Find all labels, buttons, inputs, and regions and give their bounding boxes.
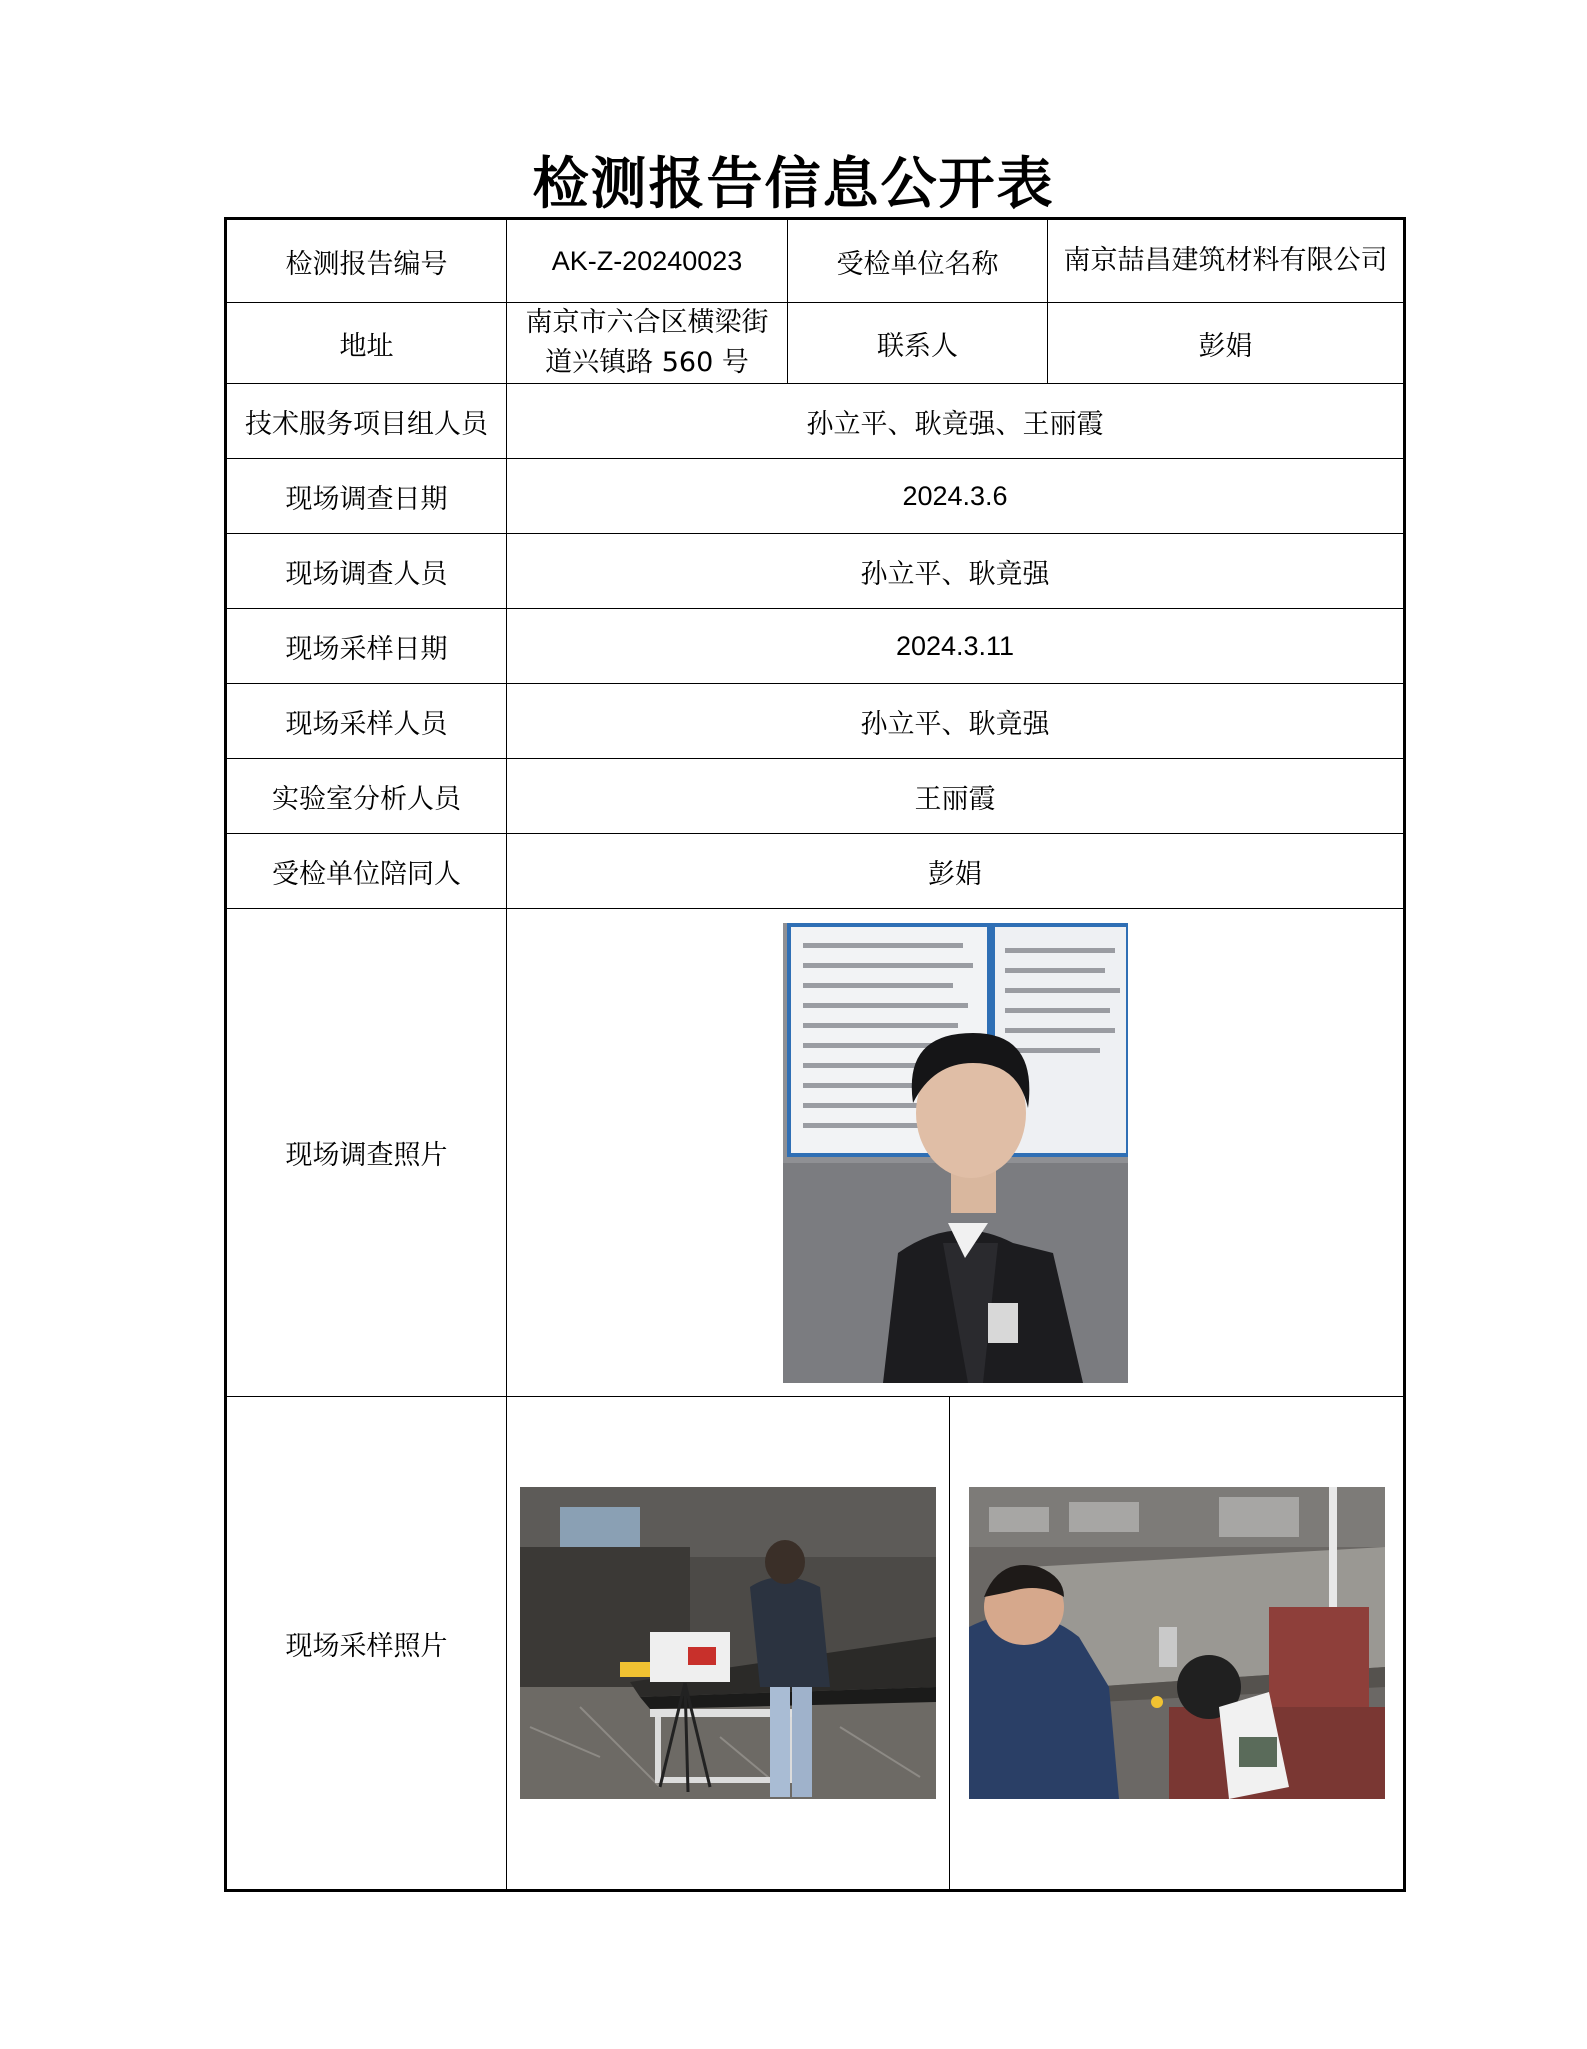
table-row — [226, 834, 1405, 909]
table-row — [226, 384, 1405, 459]
contact-label: 联系人 — [788, 303, 1048, 384]
report-no-label: 检测报告编号 — [226, 219, 507, 303]
survey-staff-label: 现场调查人员 — [226, 534, 507, 609]
contact-value: 彭娟 — [1048, 303, 1405, 384]
table-row — [226, 534, 1405, 609]
sample-date-value: 2024.3.11 — [507, 609, 1405, 684]
address-value: 南京市六合区横梁街道兴镇路 560 号 — [507, 303, 788, 384]
sampling-photo-1-image — [520, 1487, 936, 1799]
report-table — [224, 217, 1406, 1892]
unit-name-value: 南京喆昌建筑材料有限公司 — [1048, 219, 1405, 303]
table-row — [226, 909, 1405, 1397]
sampling-photo-2 — [969, 1487, 1385, 1799]
table-row — [226, 759, 1405, 834]
sampling-photo-2-image — [969, 1487, 1385, 1799]
lab-staff-label: 实验室分析人员 — [226, 759, 507, 834]
table-row — [226, 684, 1405, 759]
survey-photo — [783, 923, 1128, 1383]
table-row — [226, 1397, 1405, 1891]
escort-value: 彭娟 — [507, 834, 1405, 909]
unit-name-label: 受检单位名称 — [788, 219, 1048, 303]
table-row — [226, 609, 1405, 684]
lab-staff-value: 王丽霞 — [507, 759, 1405, 834]
sample-staff-label: 现场采样人员 — [226, 684, 507, 759]
survey-photo-image — [783, 923, 1128, 1383]
sample-photo-cell-2 — [950, 1397, 1405, 1891]
table-row — [226, 459, 1405, 534]
survey-date-value: 2024.3.6 — [507, 459, 1405, 534]
sample-photo-cell-1 — [507, 1397, 950, 1891]
survey-photo-cell — [507, 909, 1405, 1397]
table-row — [226, 219, 1405, 303]
sampling-photo-1 — [520, 1487, 936, 1799]
sample-staff-value: 孙立平、耿竟强 — [507, 684, 1405, 759]
page-title: 检测报告信息公开表 — [532, 151, 1055, 217]
survey-date-label: 现场调查日期 — [226, 459, 507, 534]
team-label: 技术服务项目组人员 — [226, 384, 507, 459]
sample-photo-label: 现场采样照片 — [226, 1397, 507, 1891]
address-label: 地址 — [226, 303, 507, 384]
survey-photo-label: 现场调查照片 — [226, 909, 507, 1397]
escort-label: 受检单位陪同人 — [226, 834, 507, 909]
table-row — [226, 303, 1405, 384]
sample-date-label: 现场采样日期 — [226, 609, 507, 684]
survey-staff-value: 孙立平、耿竟强 — [507, 534, 1405, 609]
team-value: 孙立平、耿竟强、王丽霞 — [507, 384, 1405, 459]
report-no-value: AK-Z-20240023 — [507, 219, 788, 303]
